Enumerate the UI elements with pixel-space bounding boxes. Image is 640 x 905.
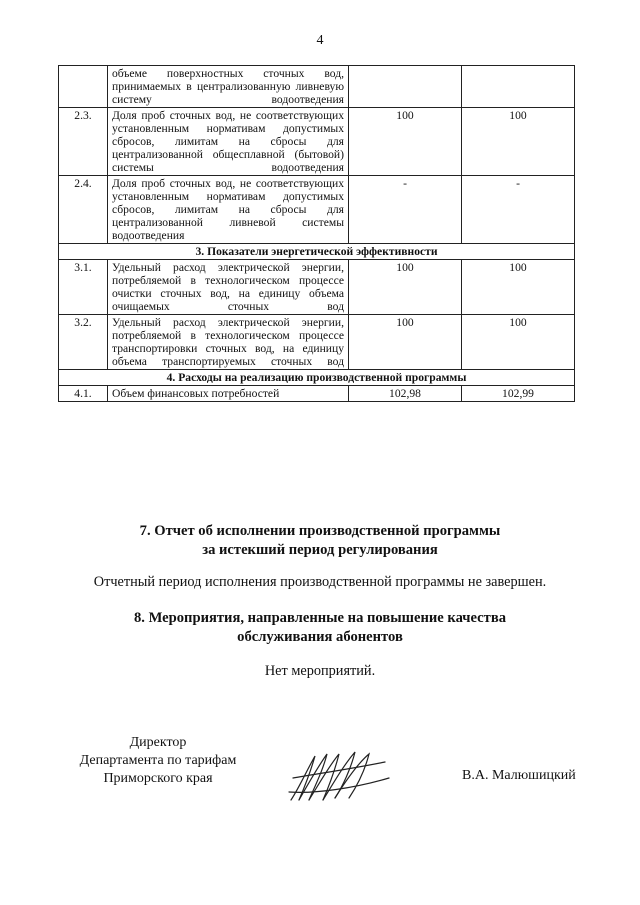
table-section-title: 4. Расходы на реализацию производственной программы (59, 370, 575, 386)
row-value-1: 100 (349, 260, 462, 315)
indicators-table (58, 65, 575, 402)
row-value-2 (462, 66, 575, 108)
row-value-1: 100 (349, 108, 462, 176)
table-row (59, 108, 575, 176)
signer-name: В.А. Малюшицкий (462, 768, 576, 783)
row-number: 2.4. (59, 176, 108, 244)
signer-position (58, 734, 258, 788)
row-value-2: 100 (462, 315, 575, 370)
row-description: Удельный расход электрической энергии, потребляемой в технологическом процессе очистки сточных вод, на единицу объема очищаемых сточных вод (108, 260, 349, 315)
row-value-1: 100 (349, 315, 462, 370)
row-number: 2.3. (59, 108, 108, 176)
row-value-2: 102,99 (462, 386, 575, 402)
section-7-title (0, 522, 640, 560)
table-section-row (59, 244, 575, 260)
row-number (59, 66, 108, 108)
table-row (59, 315, 575, 370)
section-7-title-line2: за истекший период регулирования (202, 542, 438, 558)
signer-position-line2: Департамента по тарифам (79, 753, 237, 768)
table-row (59, 260, 575, 315)
section-7-title-line1: 7. Отчет об исполнении производственной программы (139, 523, 501, 539)
table-row (59, 66, 575, 108)
row-description: объеме поверхностных сточных вод, принимаемых в централизованную ливневую систему водоотведения (108, 66, 349, 108)
section-8-text: Нет мероприятий. (264, 663, 376, 679)
section-8-title (0, 609, 640, 647)
row-value-1 (349, 66, 462, 108)
indicators-table-body (59, 66, 575, 402)
row-value-2: - (462, 176, 575, 244)
table-row (59, 176, 575, 244)
row-value-1: 102,98 (349, 386, 462, 402)
row-description: Объем финансовых потребностей (108, 386, 349, 402)
row-value-2: 100 (462, 108, 575, 176)
row-value-1: - (349, 176, 462, 244)
section-8-title-line1: 8. Мероприятия, направленные на повышение качества (133, 610, 506, 626)
section-8-title-line2: обслуживания абонентов (237, 629, 403, 645)
signer-position-line3: Приморского края (103, 771, 213, 786)
row-description: Удельный расход электрической энергии, потребляемой в технологическом процессе транспортировки сточных вод, на единицу объема транспортируемых сточных вод (108, 315, 349, 370)
signer-position-line1: Директор (129, 735, 187, 750)
row-value-2: 100 (462, 260, 575, 315)
row-number: 3.2. (59, 315, 108, 370)
handwritten-signature (285, 748, 395, 806)
table-section-title: 3. Показатели энергетической эффективности (59, 244, 575, 260)
row-number: 4.1. (59, 386, 108, 402)
page-number: 4 (316, 33, 324, 48)
row-description: Доля проб сточных вод, не соответствующих установленным нормативам допустимых сбросов, лимитам на сбросы для централизованной общесплавной (бытовой) системы водоотведения (108, 108, 349, 176)
section-7-text: Отчетный период исполнения производственной программы не завершен. (93, 574, 547, 590)
table-section-row (59, 370, 575, 386)
row-description: Доля проб сточных вод, не соответствующих установленным нормативам допустимых сбросов, лимитам на сбросы для централизованной ливневой системы водоотведения (108, 176, 349, 244)
table-row (59, 386, 575, 402)
row-number: 3.1. (59, 260, 108, 315)
